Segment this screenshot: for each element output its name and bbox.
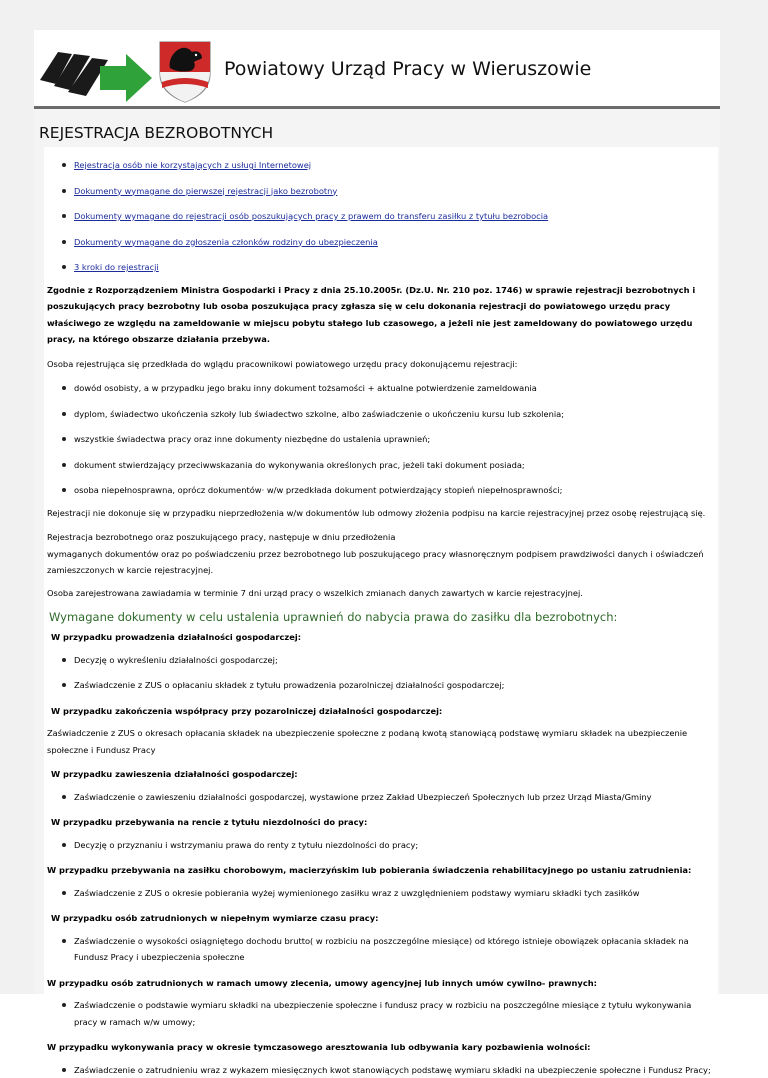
bullet-icon (62, 795, 66, 799)
list-item: Zaświadczenie o zawieszeniu działalności gospodarczej, wystawione przez Zakład Ubezpieczeń Społecznych lub przez Urząd Miasta/Gminy (62, 789, 713, 806)
suspend-heading: W przypadku zawieszenia działalności gospodarczej: (51, 766, 713, 783)
bullet-icon (62, 163, 66, 167)
bullet-icon (62, 683, 66, 687)
contract-heading: W przypadku osób zatrudnionych w ramach umowy zlecenia, umowy agencyjnej lub innych umów cywilno- prawnych: (47, 975, 713, 992)
notify-paragraph: Osoba zarejestrowana zawiadamia w terminie 7 dni urząd pracy o wszelkich zmianach danych zawartych w karcie rejestracyjnej. (47, 585, 713, 602)
list-item (62, 183, 713, 200)
list-item: Zaświadczenie o podstawie wymiaru składki na ubezpieczenie społeczne i fundusz pracy w rozbiciu na poszczególne miesiące z tytułu wykonywania pracy w ramach w/w umowy; (62, 997, 713, 1030)
bullet-icon (62, 891, 66, 895)
list-item: dyplom, świadectwo ukończenia szkoły lub świadectwo szkolne, albo zaświadczenie o ukończeniu kursu lub szkolenia; (62, 406, 713, 423)
bullet-icon (62, 1068, 66, 1072)
page-title: REJESTRACJA BEZROBOTNYCH (39, 124, 273, 142)
list-item (62, 234, 713, 251)
bullet-icon (62, 240, 66, 244)
bullet-icon (62, 658, 66, 662)
list-item: Zaświadczenie o zatrudnieniu wraz z wykazem miesięcznych kwot stanowiących podstawę wymiaru składki na ubezpieczenie społeczne i Fundusz Pracy; (62, 1062, 713, 1078)
site-header (34, 30, 720, 106)
frame-top (0, 0, 768, 30)
pension-list (47, 837, 713, 854)
link-family-insurance-docs[interactable]: Dokumenty wymagane do zgłoszenia członków rodziny do ubezpieczenia (74, 237, 378, 247)
contract-list (47, 997, 713, 1030)
bullet-icon (62, 189, 66, 193)
parttime-list (47, 933, 713, 966)
bullet-icon (62, 214, 66, 218)
list-item: Zaświadczenie z ZUS o okresie pobierania wyżej wymienionego zasiłku wraz z uwzględnieniem podstawy wymiaru składki tych zasiłków (62, 885, 713, 902)
bullet-icon (62, 488, 66, 492)
list-item (62, 157, 713, 174)
list-item: wszystkie świadectwa pracy oraz inne dokumenty niezbędne do ustalenia uprawnień; (62, 431, 713, 448)
no-registration-paragraph: Rejestracji nie dokonuje się w przypadku nieprzedłożenia w/w dokumentów lub odmowy złożenia podpisu na karcie rejestracyjnej przez osobę rejestrującą się. (47, 505, 713, 522)
coop-heading: W przypadku zakończenia współpracy przy pozarolniczej działalności gospodarczej: (51, 703, 713, 720)
arrest-list (47, 1062, 713, 1078)
regulation-paragraph: Zgodnie z Rozporządzeniem Ministra Gospodarki i Pracy z dnia 25.10.2005r. (Dz.U. Nr. 210 poz. 1746) w sprawie rejestracji bezrobotnych i poszukujących pracy bezrobotny lub osoba poszukująca pracy zgłasza się w celu dokonania rejestracji do powiatowego urzędu pracy właściwego ze względu na zameldowanie w miejscu pobytu stałego lub czasowego, a jeżeli nie jest zameldowany do powiatowego urzędu pracy, na którego obszarze działania przebywa. (47, 282, 713, 348)
frame-right (720, 0, 768, 994)
county-crest-icon[interactable] (156, 38, 214, 104)
link-three-steps[interactable]: 3 kroki do rejestracji (74, 262, 159, 272)
frame-left (0, 0, 34, 994)
arrest-heading: W przypadku wykonywania pracy w okresie tymczasowego aresztowania lub odbywania kary pozbawienia wolności: (47, 1039, 713, 1056)
link-transfer-docs[interactable]: Dokumenty wymagane do rejestracji osób poszukujących pracy z prawem do transferu zasiłku z tytułu bezrobocia (74, 211, 548, 221)
docs-intro-paragraph: Osoba rejestrująca się przedkłada do wglądu pracownikowi powiatowego urzędu pracy dokonującemu rejestracji: (47, 356, 713, 373)
arrows-logo-icon[interactable] (38, 40, 154, 106)
parttime-heading: W przypadku osób zatrudnionych w niepełnym wymiarze czasu pracy: (51, 910, 713, 927)
bullet-icon (62, 386, 66, 390)
pension-heading: W przypadku przebywania na rencie z tytułu niezdolności do pracy: (51, 814, 713, 831)
suspend-list (47, 789, 713, 806)
business-list (47, 652, 713, 694)
list-item: dokument stwierdzający przeciwwskazania do wykonywania określonych prac, jeżeli taki dokument posiada; (62, 457, 713, 474)
list-item (62, 208, 713, 225)
list-item: dowód osobisty, a w przypadku jego braku inny dokument tożsamości + aktualne potwierdzenie zameldowania (62, 380, 713, 397)
main-content (44, 147, 718, 994)
section-title: Wymagane dokumenty w celu ustalenia uprawnień do nabycia prawa do zasiłku dla bezrobotnych: (49, 609, 713, 625)
required-docs-list (47, 380, 713, 499)
list-item: Zaświadczenie o wysokości osiągniętego dochodu brutto( w rozbiciu na poszczególne miesiące) od którego istnieje obowiązek opłacania składek na Fundusz Pracy i ubezpieczenia społeczne (62, 933, 713, 966)
coop-paragraph: Zaświadczenie z ZUS o okresach opłacania składek na ubezpieczenie społeczne z podaną kwotą stanowiącą podstawę wymiaru składek na ubezpieczenie społeczne i Fundusz Pracy (47, 725, 713, 758)
link-no-internet-registration[interactable]: Rejestracja osób nie korzystających z usługi Internetowej (74, 160, 311, 170)
sick-heading: W przypadku przebywania na zasiłku chorobowym, macierzyńskim lub pobierania świadczenia rehabilitacyjnego po ustaniu zatrudnienia: (47, 862, 713, 879)
bullet-icon (62, 843, 66, 847)
nav-link-list (47, 157, 713, 276)
registration-paragraph: Rejestracja bezrobotnego oraz poszukującego pracy, następuje w dniu przedłożenia wymaganych dokumentów oraz po poświadczeniu przez bezrobotnego lub poszukującego pracy własnoręcznym podpisem prawdziwości danych i oświadczeń zamieszczonych w karcie rejestracyjnej. (47, 529, 713, 579)
business-heading: W przypadku prowadzenia działalności gospodarczej: (51, 629, 713, 646)
bullet-icon (62, 463, 66, 467)
list-item: Decyzję o przyznaniu i wstrzymaniu prawa do renty z tytułu niezdolności do pracy; (62, 837, 713, 854)
list-item: Decyzję o wykreśleniu działalności gospodarczej; (62, 652, 713, 669)
bullet-icon (62, 939, 66, 943)
list-item: Zaświadczenie z ZUS o opłacaniu składek z tytułu prowadzenia pozarolniczej działalności gospodarczej; (62, 677, 713, 694)
bullet-icon (62, 412, 66, 416)
sick-list (47, 885, 713, 902)
list-item (62, 259, 713, 276)
site-title: Powiatowy Urząd Pracy w Wieruszowie (224, 58, 591, 80)
bullet-icon (62, 437, 66, 441)
bullet-icon (62, 265, 66, 269)
bullet-icon (62, 1003, 66, 1007)
list-item: osoba niepełnosprawna, oprócz dokumentów· w/w przedkłada dokument potwierdzający stopień niepełnosprawności; (62, 482, 713, 499)
link-first-registration-docs[interactable]: Dokumenty wymagane do pierwszej rejestracji jako bezrobotny (74, 186, 337, 196)
